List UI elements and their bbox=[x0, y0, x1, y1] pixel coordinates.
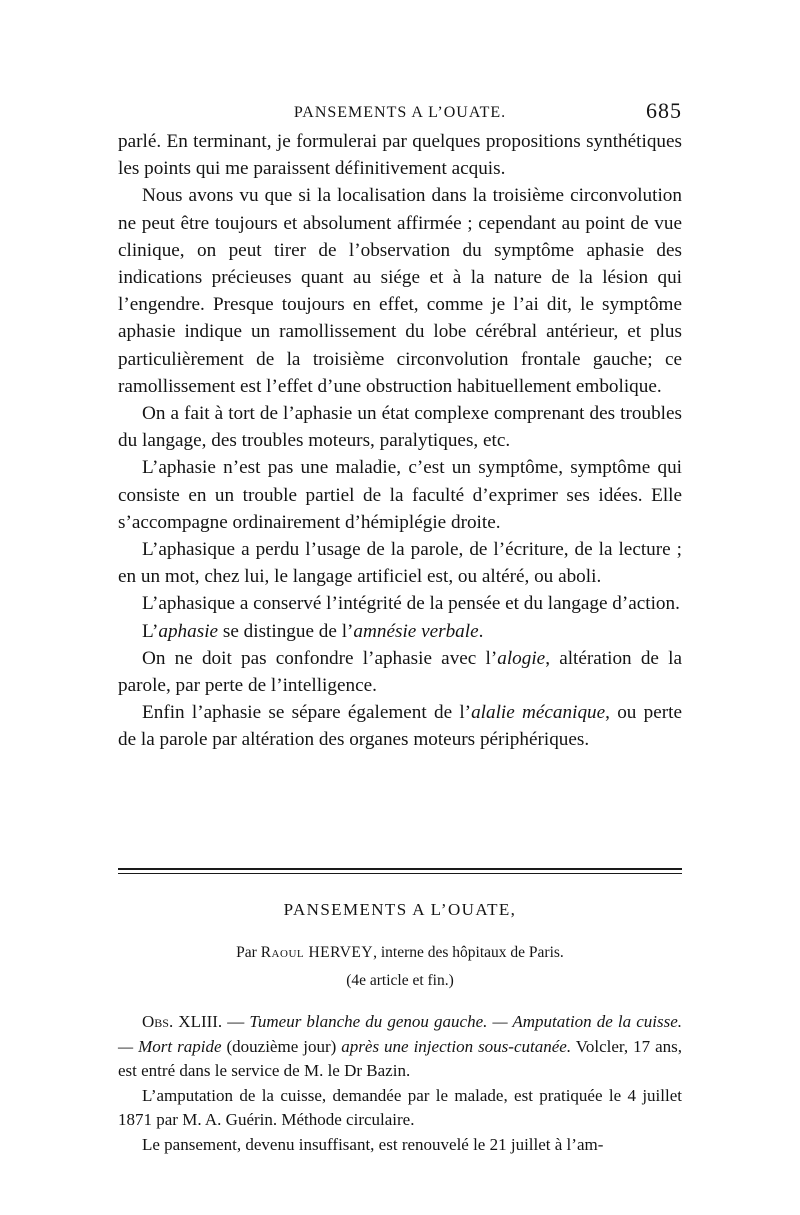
observation-patient: Volcler, 17 ans, est entré dans le service de M. le Dr Bazin. bbox=[118, 1036, 683, 1080]
byline-suffix: , interne des hôpitaux de Paris. bbox=[373, 944, 564, 961]
running-head-title: PANSEMENTS A L’OUATE. bbox=[293, 104, 507, 121]
section-divider bbox=[118, 868, 682, 877]
observation-heading bbox=[118, 1010, 682, 1084]
p8-text-c: , altération de la parole, par perte de l’intelligence. bbox=[118, 647, 682, 697]
main-text bbox=[118, 128, 682, 754]
observation-text bbox=[118, 1010, 682, 1157]
p7-text-c: se distingue de l’ bbox=[218, 620, 354, 642]
observation-label: Obs. XLIII. bbox=[142, 1012, 223, 1031]
paragraph-4: L’aphasie n’est pas une maladie, c’est un symptôme, symptôme qui consiste en un trouble partiel de la faculté d’exprimer ses idées. Elle s’accompagne ordinairement d’hémiplégie droite. bbox=[118, 457, 682, 533]
p9-text-a: Enfin l’aphasie se sépare également de l’ bbox=[142, 702, 472, 724]
paragraph-7 bbox=[118, 618, 682, 645]
paragraph-5: L’aphasique a perdu l’usage de la parole, de l’écriture, de la lecture ; en un mot, chez lui, le langage artificiel est, ou altéré, ou aboli. bbox=[118, 539, 682, 588]
p8-text-a: On ne doit pas confondre l’aphasie avec l’ bbox=[142, 647, 498, 669]
paragraph-2: Nous avons vu que si la localisation dans la troisième circonvolution ne peut être toujours et absolument affirmée ; cependant au point de vue clinique, on peut tirer de l’observation du symptôme aphasie des indications précieuses quant au siége et à la nature de la lésion qui l’engendre. Presque toujours en effet, comme je l’ai dit, le symptôme aphasie indique un ramollissement du lobe cérébral antérieur, et plus particulièrement de la troisième circonvolution frontale gauche; ce ramollissement est l’effet d’une obstruction habituellement embolique. bbox=[118, 185, 682, 397]
p7-text-e: . bbox=[478, 620, 484, 642]
p9-text-c: , ou perte de la parole par altération des organes moteurs périphériques. bbox=[118, 702, 682, 751]
divider-rule-thick bbox=[118, 868, 682, 870]
article-byline bbox=[118, 944, 682, 962]
byline-prefix: Par bbox=[236, 944, 261, 961]
p8-term-alogie: alogie bbox=[497, 647, 546, 669]
author-name: Raoul HERVEY bbox=[260, 944, 374, 961]
paragraph-3: On a fait à tort de l’aphasie un état complexe comprenant des troubles du langage, des troubles moteurs, paralytiques, etc. bbox=[118, 403, 682, 452]
paragraph-1: parlé. En terminant, je formulerai par quelques propositions synthétiques les points qui me paraissent définitivement acquis. bbox=[118, 131, 682, 180]
article-part-note: (4e article et fin.) bbox=[346, 972, 454, 989]
observation-cause: après une injection sous-cutanée. bbox=[341, 1036, 572, 1056]
observation-title: Tumeur blanche du genou gauche. — Amputation de la cuisse. — Mort rapide bbox=[118, 1012, 682, 1056]
p9-term-alalie: alalie mécanique bbox=[471, 702, 606, 724]
paragraph-8 bbox=[118, 645, 682, 699]
paragraph-9 bbox=[118, 699, 682, 753]
article-title: PANSEMENTS A L’OUATE, bbox=[283, 900, 517, 919]
observation-paragraph-2: L’amputation de la cuisse, demandée par le malade, est pratiquée le 4 juillet 1871 par M. A. Guérin. Méthode circulaire. bbox=[118, 1085, 682, 1129]
divider-rule-thin bbox=[118, 873, 682, 874]
p7-term-amnesie: amnésie verbale bbox=[353, 620, 479, 642]
paragraph-6: L’aphasique a conservé l’intégrité de la pensée et du langage d’action. bbox=[142, 593, 680, 615]
running-head bbox=[118, 98, 682, 128]
observation-dash: — bbox=[222, 1012, 250, 1031]
observation-paragraph-3: Le pansement, devenu insuffisant, est renouvelé le 21 juillet à l’am- bbox=[142, 1134, 604, 1154]
p7-term-aphasie: aphasie bbox=[158, 620, 219, 642]
page-number: 685 bbox=[646, 98, 682, 123]
p7-text-a: L’ bbox=[142, 620, 159, 642]
observation-paren: (douzième jour) bbox=[221, 1036, 342, 1056]
